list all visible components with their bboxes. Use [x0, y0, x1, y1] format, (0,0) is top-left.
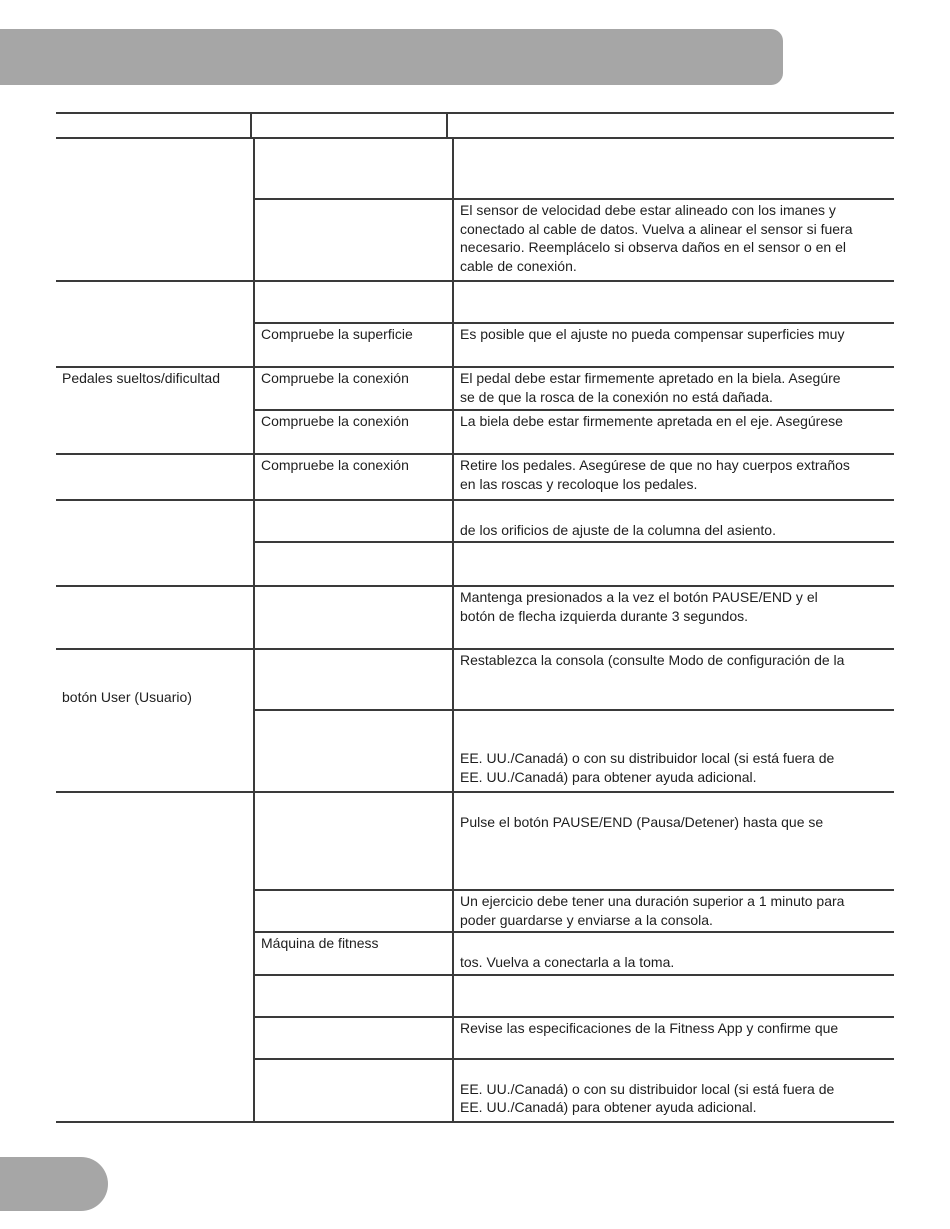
page-number-tab — [0, 1157, 108, 1211]
solution-cell — [454, 711, 894, 791]
table-row — [255, 793, 894, 891]
check-cell — [255, 543, 454, 585]
check-cell: Compruebe la conexión — [255, 368, 454, 409]
problem-cell — [56, 793, 255, 1121]
solution-cell — [454, 1018, 894, 1058]
table-row-group — [56, 587, 894, 650]
solution-line: tos. Vuelva a conectarla a la toma. — [460, 953, 675, 970]
solution-line: cable de conexión. — [460, 257, 577, 274]
solution-line — [460, 712, 888, 731]
solution-line: de los orificios de ajuste de la columna del asiento. — [460, 521, 776, 538]
table-row-group — [56, 139, 894, 282]
problem-cell — [56, 368, 255, 453]
solution-line: Revise las especificaciones de la Fitness App y confirme que — [460, 1020, 839, 1036]
table-row — [255, 543, 894, 585]
solution-line: botón de flecha izquierda durante 3 segundos. — [460, 607, 748, 624]
solution-line — [460, 731, 888, 750]
header-cell-problem — [56, 114, 252, 137]
check-cell — [255, 282, 454, 322]
solution-line — [460, 1061, 888, 1080]
table-row — [255, 933, 894, 976]
table-row — [255, 1060, 894, 1121]
table-row-group — [56, 455, 894, 501]
solution-cell — [454, 976, 894, 1016]
check-cell — [255, 793, 454, 889]
solution-cell — [454, 455, 894, 499]
solution-line: La biela debe estar firmemente apretada en el eje. Asegúrese — [460, 413, 843, 429]
check-cell: Compruebe la superficie — [255, 324, 454, 366]
check-cell — [255, 976, 454, 1016]
check-cell: Máquina de fitness — [255, 933, 454, 974]
table-row — [255, 139, 894, 200]
table-row — [255, 200, 894, 280]
solution-line: Retire los pedales. Asegúrese de que no hay cuerpos extraños — [460, 457, 850, 473]
solution-line: en las roscas y recoloque los pedales. — [460, 475, 698, 492]
check-cell — [255, 139, 454, 198]
check-cell — [255, 587, 454, 648]
solution-cell — [454, 411, 894, 453]
table-row-group — [56, 368, 894, 455]
solution-cell — [454, 933, 894, 974]
solution-line: El sensor de velocidad debe estar alineado con los imanes y — [460, 202, 836, 218]
header-cell-solution — [448, 114, 894, 137]
table-row — [255, 324, 894, 366]
solution-line: EE. UU./Canadá) o con su distribuidor local (si está fuera de — [460, 750, 835, 766]
table-row — [255, 1018, 894, 1060]
solution-line: poder guardarse y enviarse a la consola. — [460, 911, 713, 928]
solution-line: necesario. Reemplácelo si observa daños en el sensor o en el — [460, 239, 847, 255]
solution-line: Restablezca la consola (consulte Modo de configuración de la — [460, 652, 845, 668]
table-row — [255, 650, 894, 711]
problem-text: Pedales sueltos/dificultad — [62, 370, 220, 386]
problem-cell — [56, 282, 255, 366]
solution-cell — [454, 200, 894, 280]
header-bar — [0, 29, 783, 85]
solution-cell — [454, 501, 894, 541]
troubleshooting-table — [56, 112, 894, 1123]
solution-cell — [454, 1060, 894, 1121]
check-cell — [255, 1018, 454, 1058]
problem-cell — [56, 587, 255, 648]
table-row — [255, 587, 894, 648]
problem-cell — [56, 139, 255, 280]
check-cell — [255, 1060, 454, 1121]
solution-line — [460, 934, 888, 953]
check-cell: Compruebe la conexión — [255, 455, 454, 499]
solution-line: El pedal debe estar firmemente apretado en la biela. Asegúre — [460, 370, 841, 386]
solution-cell — [454, 891, 894, 931]
check-cell — [255, 891, 454, 931]
problem-cell — [56, 650, 255, 791]
table-row — [255, 368, 894, 411]
solution-line: Un ejercicio debe tener una duración superior a 1 minuto para — [460, 893, 845, 909]
solution-line: Es posible que el ajuste no pueda compensar superficies muy — [460, 326, 845, 342]
check-cell — [255, 200, 454, 280]
table-row-group — [56, 650, 894, 793]
solution-line: se de que la rosca de la conexión no está dañada. — [460, 388, 773, 405]
table-row-group — [56, 282, 894, 368]
problem-cell — [56, 501, 255, 585]
solution-cell — [454, 543, 894, 585]
solution-line — [460, 502, 888, 521]
solution-cell — [454, 324, 894, 366]
solution-cell — [454, 587, 894, 648]
table-row — [255, 501, 894, 543]
solution-cell — [454, 650, 894, 709]
check-cell — [255, 650, 454, 709]
table-row — [255, 711, 894, 791]
solution-line: EE. UU./Canadá) para obtener ayuda adicional. — [460, 768, 757, 785]
check-cell — [255, 711, 454, 791]
table-row-group — [56, 793, 894, 1121]
header-cell-check — [252, 114, 448, 137]
solution-cell — [454, 368, 894, 409]
solution-line: Pulse el botón PAUSE/END (Pausa/Detener) hasta que se — [460, 813, 824, 830]
solution-line: conectado al cable de datos. Vuelva a alinear el sensor si fuera — [460, 220, 853, 237]
check-cell: Compruebe la conexión — [255, 411, 454, 453]
solution-cell — [454, 793, 894, 889]
table-body — [56, 139, 894, 1121]
table-row — [255, 976, 894, 1018]
solution-line: EE. UU./Canadá) para obtener ayuda adicional. — [460, 1099, 757, 1115]
solution-line — [460, 794, 888, 813]
table-row — [255, 282, 894, 324]
solution-cell — [454, 282, 894, 322]
solution-line: Mantenga presionados a la vez el botón PAUSE/END y el — [460, 589, 818, 605]
table-row — [255, 891, 894, 933]
table-row — [255, 411, 894, 453]
table-header-row — [56, 114, 894, 139]
solution-line: EE. UU./Canadá) o con su distribuidor local (si está fuera de — [460, 1080, 835, 1097]
table-row — [255, 455, 894, 499]
problem-text: botón User (Usuario) — [62, 689, 192, 705]
problem-cell — [56, 455, 255, 499]
table-row-group — [56, 501, 894, 587]
solution-cell — [454, 139, 894, 198]
check-cell — [255, 501, 454, 541]
